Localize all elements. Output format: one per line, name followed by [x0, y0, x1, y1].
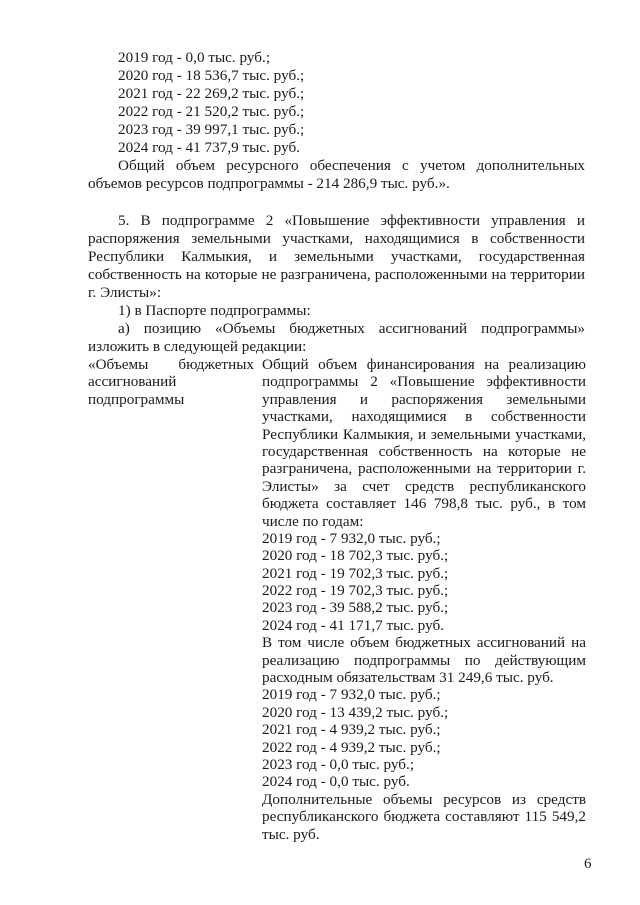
right-col-line-12: 2020 год - 18 702,3 тыс. руб.;: [262, 547, 449, 565]
right-col-line-18: реализацию подпрограммы по действующим: [262, 651, 586, 669]
right-col-line-13: 2021 год - 19 702,3 тыс. руб.;: [262, 564, 449, 582]
right-col-line-10: числе по годам:: [262, 512, 364, 530]
right-col-line-2: подпрограммы 2 «Повышение эффективности: [262, 373, 586, 391]
subitem-1: 1) в Паспорте подпрограммы:: [118, 302, 311, 319]
right-col-line-21: 2020 год - 13 439,2 тыс. руб.;: [262, 703, 449, 721]
total-line-1: Общий объем ресурсного обеспечения с учетом дополнительных: [118, 157, 585, 174]
right-col-line-25: 2024 год - 0,0 тыс. руб.: [262, 773, 410, 791]
right-col-line-26: Дополнительные объемы ресурсов из средств: [262, 790, 586, 808]
right-col-line-15: 2023 год - 39 588,2 тыс. руб.;: [262, 599, 449, 617]
item5-line-3: Республики Калмыкия, и земельными участками, государственная: [88, 248, 585, 265]
right-col-line-19: расходным обязательствам 31 249,6 тыс. руб.: [262, 669, 554, 687]
item5-line-1: 5. В подпрограмме 2 «Повышение эффективности управления и: [118, 212, 585, 229]
right-col-line-7: разграничена, расположенными на территории г.: [262, 460, 586, 478]
right-col-line-1: Общий объем финансирования на реализацию: [262, 356, 586, 373]
left-col-line-1: «Объемы бюджетных: [88, 356, 254, 373]
left-col-line-2: ассигнований: [88, 373, 177, 391]
table-right-column: [262, 356, 586, 843]
subitem-a-line-2: изложить в следующей редакции:: [88, 338, 307, 355]
right-col-line-17: В том числе объем бюджетных ассигнований на: [262, 634, 586, 652]
left-col-line-3: подпрограммы: [88, 390, 185, 408]
year-line-2019: 2019 год - 0,0 тыс. руб.;: [118, 49, 271, 66]
right-col-line-14: 2022 год - 19 702,3 тыс. руб.;: [262, 582, 449, 600]
right-col-line-22: 2021 год - 4 939,2 тыс. руб.;: [262, 721, 441, 739]
year-line-2024: 2024 год - 41 737,9 тыс. руб.: [118, 139, 300, 156]
item5-line-2: распоряжения земельными участками, находящимися в собственности: [88, 230, 585, 247]
right-col-line-4: участками, находящимися в собственности: [262, 408, 586, 426]
right-col-line-5: Республики Калмыкия, и земельными участками,: [262, 425, 586, 443]
right-col-line-20: 2019 год - 7 932,0 тыс. руб.;: [262, 686, 441, 704]
year-line-2020: 2020 год - 18 536,7 тыс. руб.;: [118, 67, 305, 84]
right-col-line-16: 2024 год - 41 171,7 тыс. руб.: [262, 616, 444, 634]
right-col-line-11: 2019 год - 7 932,0 тыс. руб.;: [262, 529, 441, 547]
right-col-line-6: государственная собственность на которые не: [262, 442, 586, 460]
subitem-a-line-1: а) позицию «Объемы бюджетных ассигнований подпрограммы»: [118, 320, 585, 337]
page-number: 6: [584, 856, 592, 872]
item5-line-5: г. Элисты»:: [88, 284, 162, 301]
table-left-column: [88, 356, 254, 408]
item5-line-4: собственность на которые не разграничена, расположенными на территории: [88, 266, 585, 283]
right-col-line-27: республиканского бюджета составляют 115 549,2: [262, 808, 586, 826]
right-col-line-8: Элисты» за счет средств республиканского: [262, 477, 586, 495]
year-line-2023: 2023 год - 39 997,1 тыс. руб.;: [118, 121, 305, 138]
year-line-2022: 2022 год - 21 520,2 тыс. руб.;: [118, 103, 305, 120]
total-line-2: объемов ресурсов подпрограммы - 214 286,9 тыс. руб.».: [88, 175, 450, 192]
right-col-line-28: тыс. руб.: [262, 825, 320, 843]
right-col-line-23: 2022 год - 4 939,2 тыс. руб.;: [262, 738, 441, 756]
right-col-line-9: бюджета составляет 146 798,8 тыс. руб., в том: [262, 495, 586, 513]
year-line-2021: 2021 год - 22 269,2 тыс. руб.;: [118, 85, 305, 102]
right-col-line-24: 2023 год - 0,0 тыс. руб.;: [262, 755, 415, 773]
right-col-line-3: управления и распоряжения земельными: [262, 390, 586, 408]
